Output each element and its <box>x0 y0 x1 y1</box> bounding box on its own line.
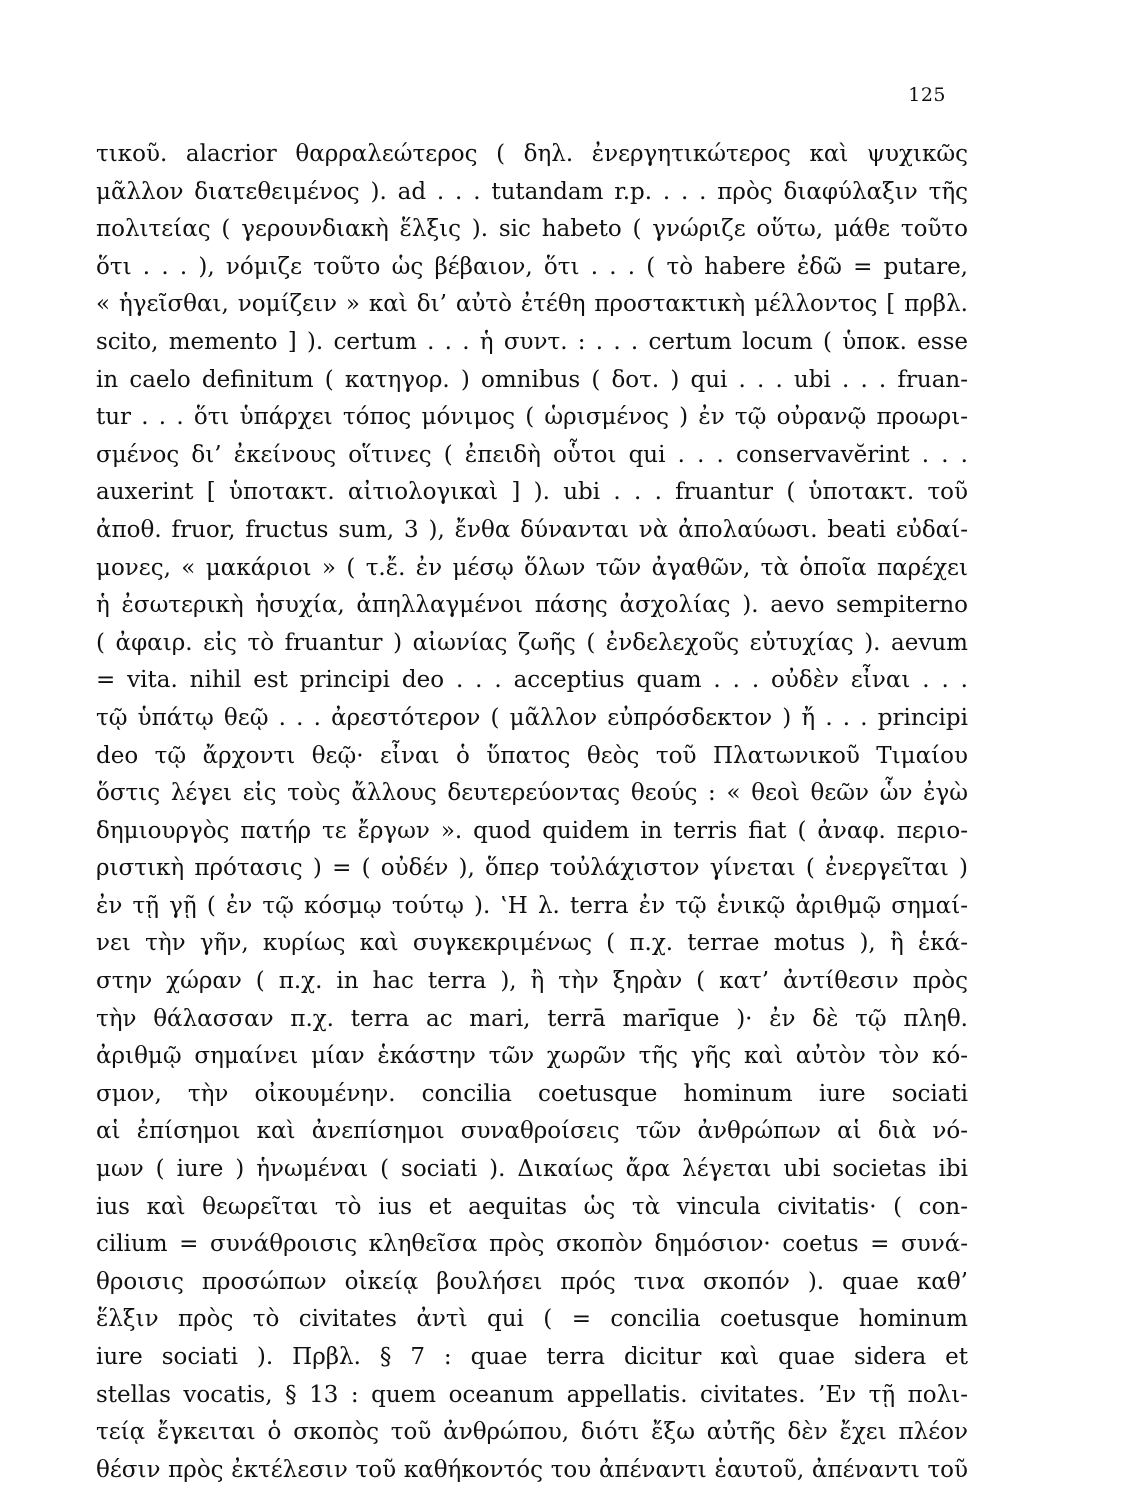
text-line: νει τὴν γῆν, κυρίως καὶ συγκεκριμένως ( π.χ. terrae motus ), ἢ ἑκά- <box>96 930 968 957</box>
text-line: = vita. nihil est principi deo . . . acceptius quam . . . οὐδὲν εἶναι . . . <box>96 667 968 694</box>
text-line: μων ( iure ) ἡνωμέναι ( sociati ). Δικαίως ἄρα λέγεται ubi societas ibi <box>96 1156 968 1183</box>
text-line: stellas vocatis, § 13 : quem oceanum appellatis. civitates. ’Εν τῇ πολι- <box>96 1381 968 1408</box>
text-line: μᾶλλον διατεθειμένος ). ad . . . tutandam r.p. . . . πρὸς διαφύλαξιν τῆς <box>96 178 968 205</box>
text-line: στην χώραν ( π.χ. in hac terra ), ἢ τὴν ξηρὰν ( κατ’ ἀντίθεσιν πρὸς <box>96 968 968 995</box>
commentary-text <box>96 136 968 1489</box>
text-line: deo τῷ ἄρχοντι θεῷ· εἶναι ὁ ὕπατος θεὸς τοῦ Πλατωνικοῦ Τιμαίου <box>96 742 968 769</box>
text-line: τείᾳ ἔγκειται ὁ σκοπὸς τοῦ ἀνθρώπου, διότι ἔξω αὐτῆς δὲν ἔχει πλέον <box>96 1419 968 1446</box>
text-line: ριστικὴ πρότασις ) = ( οὐδέν ), ὅπερ τοὐλάχιστον γίνεται ( ἐνεργεῖται ) <box>96 855 968 882</box>
text-line: πολιτείας ( γερουνδιακὴ ἕλξις ). sic habeto ( γνώριζε οὕτω, μάθε τοῦτο <box>96 216 968 243</box>
text-line: ἐν τῇ γῇ ( ἐν τῷ κόσμῳ τούτῳ ). ‛Η λ. terra ἐν τῷ ἑνικῷ ἀριθμῷ σημαί- <box>96 892 968 919</box>
text-line: δημιουργὸς πατήρ τε ἔργων ». quod quidem in terris fiat ( ἀναφ. περιο- <box>96 817 968 844</box>
text-line: ( ἀφαιρ. εἰς τὸ fruantur ) αἰωνίας ζωῆς ( ἐνδελεχοῦς εὐτυχίας ). aevum <box>96 629 968 656</box>
text-line: ius καὶ θεωρεῖται τὸ ius et aequitas ὡς τὰ vincula civitatis· ( con- <box>96 1193 968 1220</box>
text-line: τικοῦ. alacrior θαρραλεώτερος ( δηλ. ἐνεργητικώτερος καὶ ψυχικῶς <box>96 141 968 167</box>
text-line: auxerint [ ὑποτακτ. αἰτιολογικαὶ ] ). ubi . . . fruantur ( ὑποτακτ. τοῦ <box>96 479 968 506</box>
text-line: ὅτι . . . ), νόμιζε τοῦτο ὡς βέβαιον, ὅτι . . . ( τὸ habere ἐδῶ = putare, <box>96 253 968 280</box>
text-line: tur . . . ὅτι ὑπάρχει τόπος μόνιμος ( ὡρισμένος ) ἐν τῷ οὐρανῷ προωρι- <box>96 404 968 431</box>
text-line: « ἡγεῖσθαι, νομίζειν » καὶ δι’ αὐτὸ ἐτέθη προστακτικὴ μέλλοντος [ πρβλ. <box>96 291 968 318</box>
page-number: 125 <box>908 84 946 106</box>
text-line: τὴν θάλασσαν π.χ. terra ac mari, terrā marīque )· ἐν δὲ τῷ πληθ. <box>96 1005 968 1032</box>
text-line: ἀποθ. fruor, fructus sum, 3 ), ἔνθα δύνανται νὰ ἀπολαύωσι. beati εὐδαί- <box>96 516 968 543</box>
text-line: σμένος δι’ ἐκείνους οἵτινες ( ἐπειδὴ οὗτοι qui . . . conservavĕrint . . . <box>96 441 968 468</box>
text-line: ὅστις λέγει εἰς τοὺς ἄλλους δευτερεύοντας θεούς : « θεοὶ θεῶν ὧν ἐγὼ <box>96 780 968 807</box>
text-line: θέσιν πρὸς ἐκτέλεσιν τοῦ καθήκοντός του ἀπέναντι ἑαυτοῦ, ἀπέναντι τοῦ <box>96 1456 968 1483</box>
text-line: θροισις προσώπων οἰκείᾳ βουλήσει πρός τινα σκοπόν ). quae καθ’ <box>96 1268 968 1295</box>
text-line: αἱ ἐπίσημοι καὶ ἀνεπίσημοι συναθροίσεις τῶν ἀνθρώπων αἱ διὰ νό- <box>96 1118 968 1145</box>
text-line: in caelo definitum ( κατηγορ. ) omnibus ( δοτ. ) qui . . . ubi . . . fruan- <box>96 366 968 393</box>
text-line: τῷ ὑπάτῳ θεῷ . . . ἀρεστότερον ( μᾶλλον εὐπρόσδεκτον ) ἤ . . . principi <box>96 704 968 731</box>
text-line: iure sociati ). Πρβλ. § 7 : quae terra dicitur καὶ quae sidera et <box>96 1344 968 1370</box>
text-line: ἀριθμῷ σημαίνει μίαν ἑκάστην τῶν χωρῶν τῆς γῆς καὶ αὐτὸν τὸν κό- <box>96 1043 968 1070</box>
text-line: ἕλξιν πρὸς τὸ civitates ἀντὶ qui ( = concilia coetusque hominum <box>96 1306 968 1333</box>
text-line: scito, memento ] ). certum . . . ἡ συντ. : . . . certum locum ( ὑποκ. esse <box>96 328 968 355</box>
text-line: ἡ ἐσωτερικὴ ἡσυχία, ἀπηλλαγμένοι πάσης ἀσχολίας ). aevo sempiterno <box>96 592 968 619</box>
text-line: cilium = συνάθροισις κληθεῖσα πρὸς σκοπὸν δημόσιον· coetus = συνά- <box>96 1231 968 1258</box>
text-line: μονες, « μακάριοι » ( τ.ἔ. ἐν μέσῳ ὅλων τῶν ἀγαθῶν, τὰ ὁποῖα παρέχει <box>96 554 968 581</box>
text-line: σμον, τὴν οἰκουμένην. concilia coetusque hominum iure sociati <box>96 1080 968 1107</box>
